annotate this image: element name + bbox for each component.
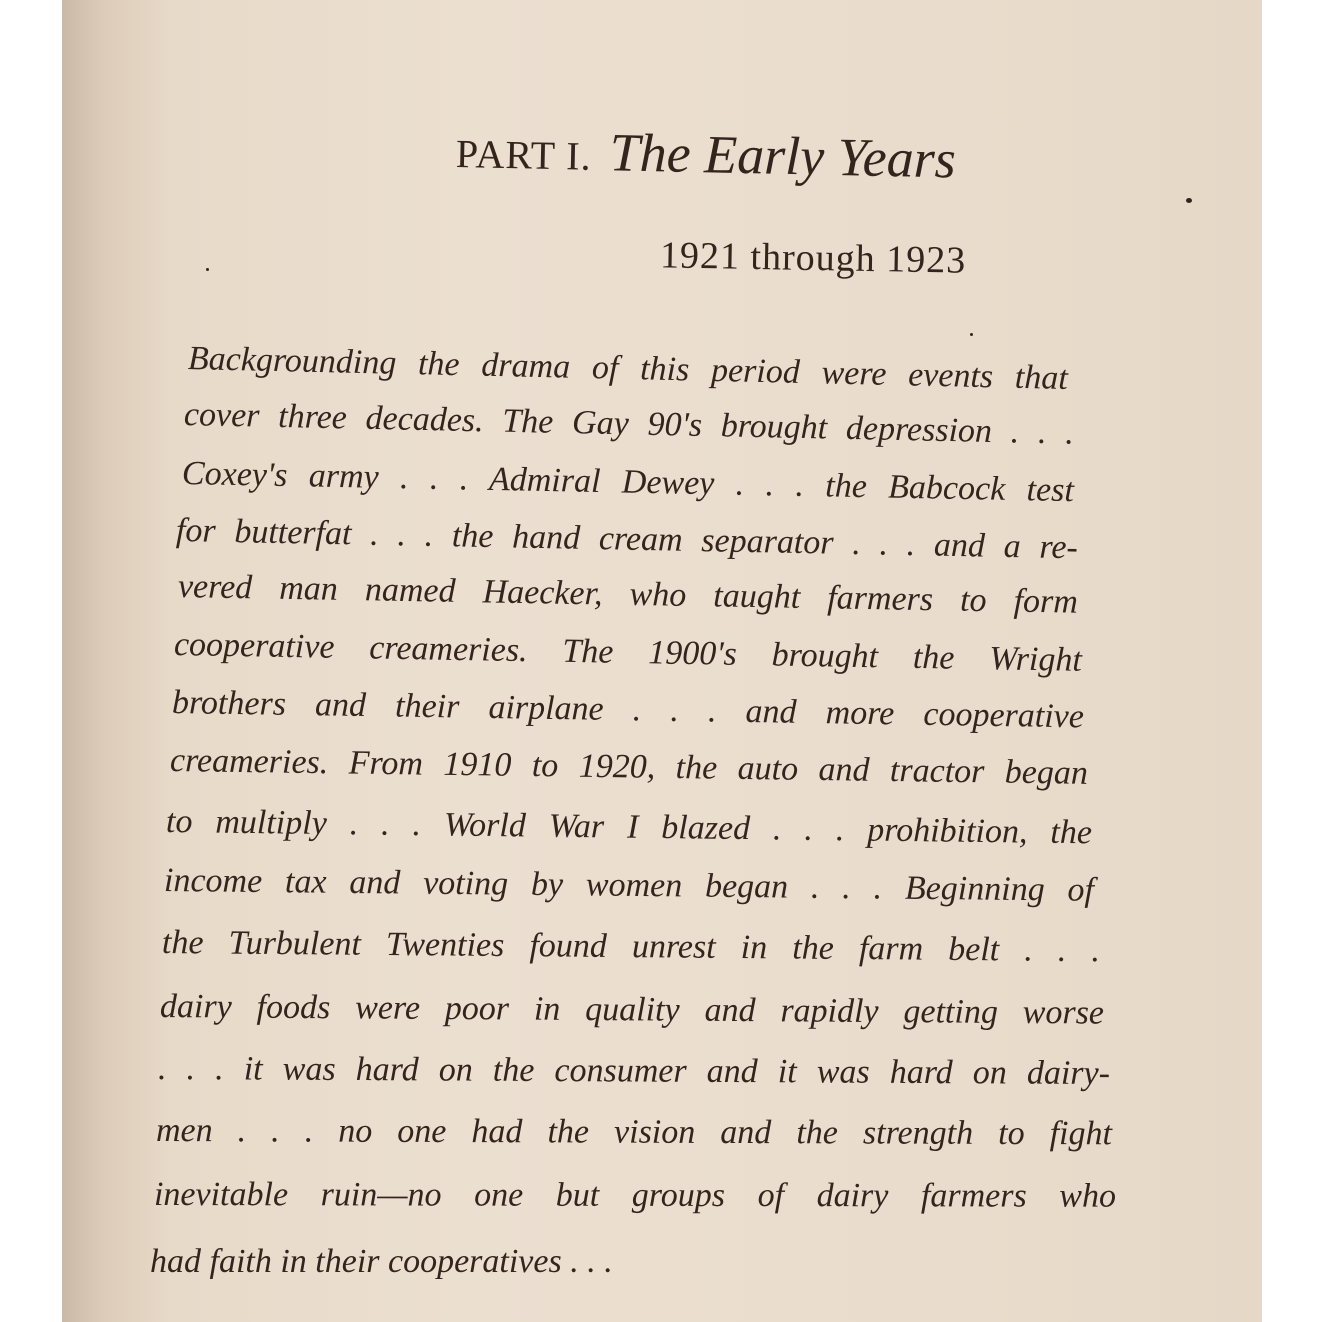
text-line: dairy foods were poor in quality and rapidly getting worse xyxy=(159,988,1105,1032)
text-line: to multiply . . . World War I blazed . . . prohibition, the xyxy=(165,803,1093,852)
text-line: Backgrounding the drama of this period were events that xyxy=(187,340,1069,397)
text-line: creameries. From 1910 to 1920, the auto and tractor began xyxy=(169,742,1089,792)
ink-speck xyxy=(970,333,973,336)
text-line: income tax and voting by women began . . . Beginning of xyxy=(163,862,1095,909)
ink-speck xyxy=(1186,198,1192,203)
part-title: The Early Years xyxy=(609,122,957,190)
text-line: had faith in their cooperatives . . . xyxy=(150,1243,613,1280)
text-line: inevitable ruin—no one but groups of dairy farmers who xyxy=(153,1176,1117,1215)
text-line: Coxey's army . . . Admiral Dewey . . . the Babcock test xyxy=(181,455,1075,510)
part-label: PART I. xyxy=(455,131,593,179)
part-heading xyxy=(455,118,956,190)
text-line: men . . . no one had the vision and the strength to fight xyxy=(155,1112,1113,1153)
year-range: 1921 through 1923 xyxy=(659,234,967,282)
text-line: cooperative creameries. The 1900's brought the Wright xyxy=(173,626,1083,679)
ink-speck xyxy=(206,268,209,271)
text-line: cover three decades. The Gay 90's brought depression . . . xyxy=(183,396,1075,452)
text-line: brothers and their airplane . . . and more cooperative xyxy=(171,684,1085,736)
text-line: the Turbulent Twenties found unrest in the farm belt . . . xyxy=(161,924,1101,970)
text-line: vered man named Haecker, who taught farmers to form xyxy=(177,568,1079,621)
text-line: for butterfat . . . the hand cream separator . . . and a re- xyxy=(175,512,1079,567)
text-line: . . . it was hard on the consumer and it was hard on dairy- xyxy=(157,1050,1111,1092)
